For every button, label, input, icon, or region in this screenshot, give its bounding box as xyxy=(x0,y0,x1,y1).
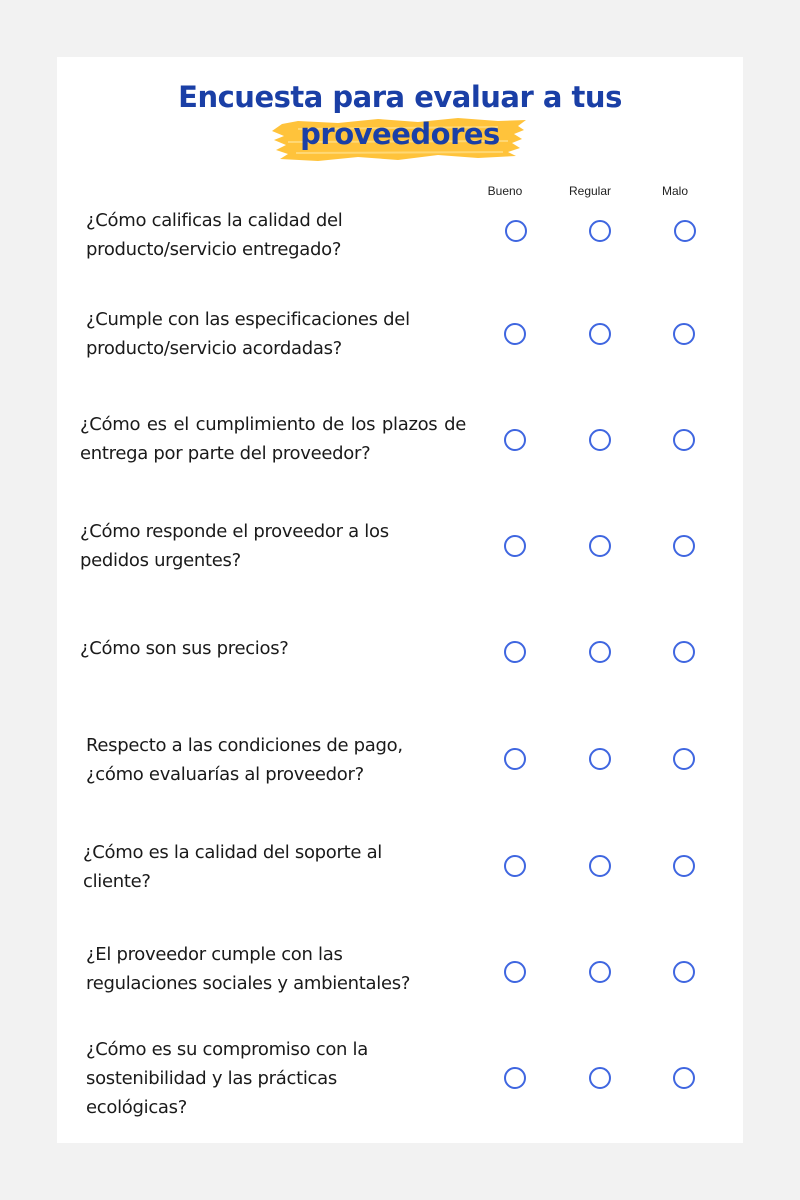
q2-regular-radio[interactable] xyxy=(589,323,611,345)
q2-malo-radio[interactable] xyxy=(673,323,695,345)
q9-malo-radio[interactable] xyxy=(673,1067,695,1089)
q6-bueno-radio[interactable] xyxy=(504,748,526,770)
q4-malo-radio[interactable] xyxy=(673,535,695,557)
q3-regular-radio[interactable] xyxy=(589,429,611,451)
q4-regular-radio[interactable] xyxy=(589,535,611,557)
question-4: ¿Cómo responde el proveedor a los pedidos urgentes? xyxy=(80,521,389,571)
q2-bueno-radio[interactable] xyxy=(504,323,526,345)
q9-regular-radio[interactable] xyxy=(589,1067,611,1089)
column-header-regular: Regular xyxy=(568,184,612,198)
q3-malo-radio[interactable] xyxy=(673,429,695,451)
question-6: Respecto a las condiciones de pago, ¿cómo evaluarías al proveedor? xyxy=(86,735,403,785)
survey-title-highlighted-text: proveedores xyxy=(300,117,500,151)
survey-title-highlighted xyxy=(0,117,800,151)
q1-malo-radio[interactable] xyxy=(674,220,696,242)
q1-bueno-radio[interactable] xyxy=(505,220,527,242)
q1-regular-radio[interactable] xyxy=(589,220,611,242)
q5-bueno-radio[interactable] xyxy=(504,641,526,663)
q7-regular-radio[interactable] xyxy=(589,855,611,877)
column-header-malo: Malo xyxy=(661,184,688,198)
q7-malo-radio[interactable] xyxy=(673,855,695,877)
question-2: ¿Cumple con las especificaciones del producto/servicio acordadas? xyxy=(86,309,410,359)
question-9: ¿Cómo es su compromiso con la sostenibilidad y las prácticas ecológicas? xyxy=(86,1039,368,1118)
question-3: ¿Cómo es el cumplimiento de los plazos de entrega por parte del proveedor? xyxy=(80,414,466,464)
q5-malo-radio[interactable] xyxy=(673,641,695,663)
q3-bueno-radio[interactable] xyxy=(504,429,526,451)
q8-malo-radio[interactable] xyxy=(673,961,695,983)
q4-bueno-radio[interactable] xyxy=(504,535,526,557)
question-1: ¿Cómo calificas la calidad del producto/servicio entregado? xyxy=(86,210,343,260)
q8-bueno-radio[interactable] xyxy=(504,961,526,983)
q5-regular-radio[interactable] xyxy=(589,641,611,663)
q6-regular-radio[interactable] xyxy=(589,748,611,770)
q6-malo-radio[interactable] xyxy=(673,748,695,770)
q7-bueno-radio[interactable] xyxy=(504,855,526,877)
question-8: ¿El proveedor cumple con las regulaciones sociales y ambientales? xyxy=(86,944,411,994)
question-7: ¿Cómo es la calidad del soporte al cliente? xyxy=(83,842,382,892)
survey-title: Encuesta para evaluar a tus xyxy=(178,80,622,114)
q9-bueno-radio[interactable] xyxy=(504,1067,526,1089)
question-5: ¿Cómo son sus precios? xyxy=(80,638,289,659)
column-header-bueno: Bueno xyxy=(487,184,523,198)
q8-regular-radio[interactable] xyxy=(589,961,611,983)
